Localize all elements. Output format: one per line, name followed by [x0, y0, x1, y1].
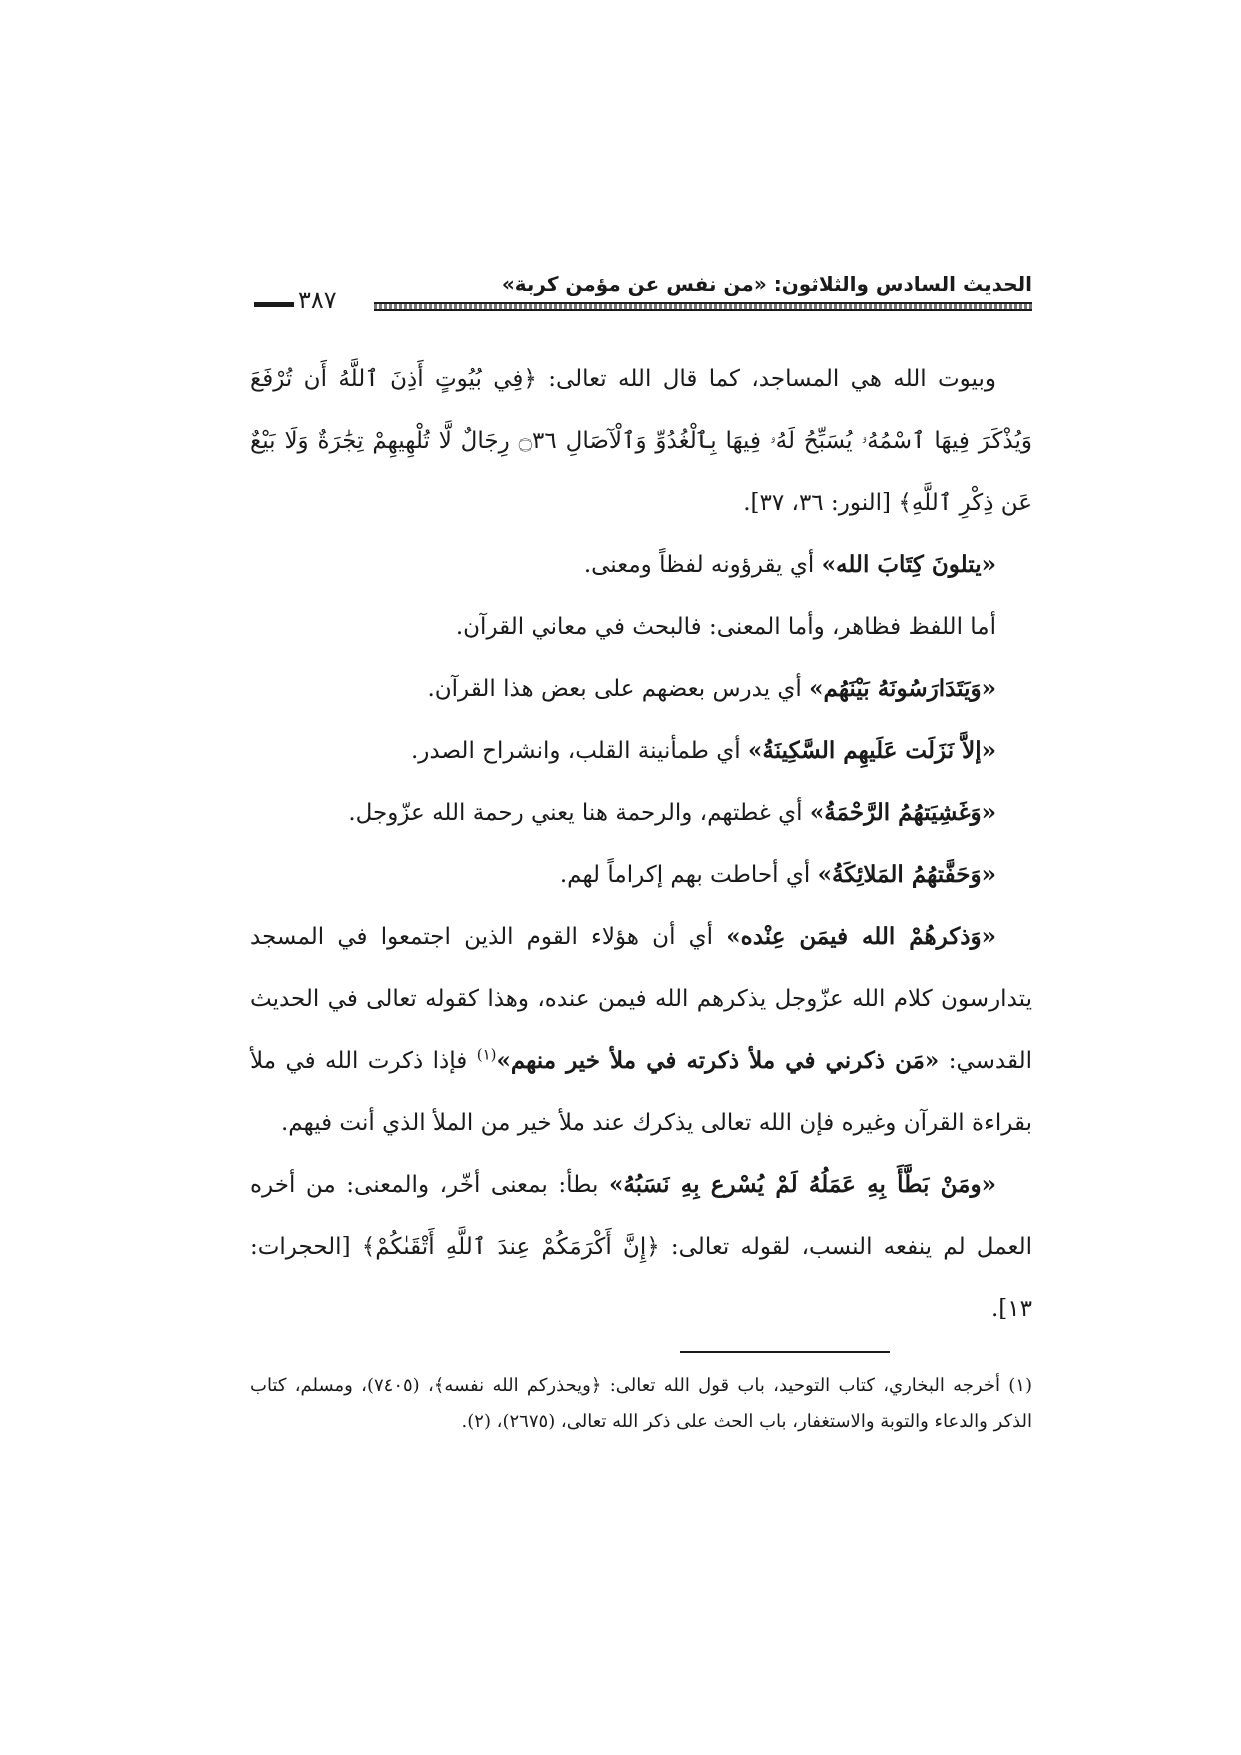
paragraph-1: وبيوت الله هي المساجد، كما قال الله تعالى: ﴿فِي بُيُوتٍ أَذِنَ ٱللَّهُ أَن تُرْفَعَ وَيُذْكَرَ فِيهَا ٱسْمُهُۥ يُسَبِّحُ لَهُۥ فِيهَا بِٱلْغُدُوِّ وَٱلْآصَالِ ۝٣٦ رِجَالٌ لَّا تُلْهِيهِمْ تِجَٰرَةٌ وَلَا بَيْعٌ عَن ذِكْرِ ٱللَّهِ﴾ [النور: ٣٦، ٣٧].	[250, 366, 1032, 516]
paragraph-3: أما اللفظ فظاهر، وأما المعنى: فالبحث في معاني القرآن.	[455, 614, 996, 640]
paragraph-4	[250, 658, 1032, 720]
footnote-divider	[680, 1351, 890, 1353]
paragraph-9	[250, 1154, 1032, 1340]
commentary: بطأ: بمعنى أخّر، والمعنى: من أخره العمل لم ينفعه النسب، لقوله تعالى: ﴿إِنَّ أَكْرَمَكُمْ عِندَ ٱللَّهِ أَتْقَىٰكُمْ﴾ [الحجرات: ١٣].	[250, 1172, 1032, 1322]
hadith-quote: «إلاَّ نَزَلَت عَلَيهِم السَّكِينَةُ»	[748, 737, 996, 764]
footnotes	[250, 1368, 1032, 1440]
header-title: الحديث السادس والثلاثون: «من نفس عن مؤمن كربة»	[501, 272, 1032, 296]
page-number: ٣٨٧	[298, 286, 337, 314]
commentary: أي يدرس بعضهم على بعض هذا القرآن.	[427, 676, 810, 702]
hadith-quote: «وَذكرهُمْ الله فيمَن عِنْده»	[726, 923, 996, 950]
qudsi-quote: «مَن ذكرني في ملأ ذكرته في ملأ خير منهم»	[496, 1047, 940, 1074]
header-rule-short	[254, 302, 294, 307]
commentary: أي طمأنينة القلب، وانشراح الصدر.	[411, 738, 749, 764]
commentary: أي يقرؤونه لفظاً ومعنى.	[583, 552, 822, 578]
hadith-quote: «وَيَتَدَارَسُونَهُ بَيْنَهُم»	[809, 675, 996, 702]
paragraph-5	[250, 720, 1032, 782]
footnote-1: (١) أخرجه البخاري، كتاب التوحيد، باب قول الله تعالى: ﴿ويحذركم الله نفسه﴾، (٧٤٠٥)، ومسلم، كتاب الذكر والدعاء والتوبة والاستغفار، باب الحث على ذكر الله تعالى، (٢٦٧٥)، (٢).	[250, 1375, 1032, 1432]
hadith-quote: «وَغَشِيَتهُمُ الرَّحْمَةُ»	[809, 799, 996, 826]
hadith-quote: «وَحَفَّتهُمُ المَلائِكَةُ»	[817, 861, 996, 888]
commentary: أي أحاطت بهم إكراماً لهم.	[559, 862, 818, 888]
paragraph-7	[250, 844, 1032, 906]
paragraph-8	[250, 906, 1032, 1154]
commentary: أي أن هؤلاء القوم الذين اجتمعوا في المسجد يتدارسون كلام الله عزّوجل يذكرهم الله فيمن عنده، وهذا كقوله تعالى في الحديث القدسي:	[250, 924, 1033, 1074]
main-text	[250, 348, 1032, 1340]
hadith-quote: «ومَنْ بَطَّأَ بِهِ عَمَلُهُ لَمْ يُسْرع بِهِ نَسَبُهُ»	[608, 1171, 996, 1198]
paragraph-2	[250, 534, 1032, 596]
commentary: أي غطتهم، والرحمة هنا يعني رحمة الله عزّوجل.	[348, 800, 810, 826]
commentary: فإذا ذكرت الله في ملأ بقراءة القرآن وغيره فإن الله تعالى يذكرك عند ملأ خير من الملأ الذي أنت فيهم.	[250, 1048, 1032, 1136]
header-rule-long	[374, 302, 1032, 311]
footnote-ref[interactable]: (١)	[476, 1045, 497, 1064]
running-header	[254, 272, 1032, 322]
hadith-quote: «يتلونَ كِتَابَ الله»	[821, 551, 996, 578]
paragraph-6	[250, 782, 1032, 844]
